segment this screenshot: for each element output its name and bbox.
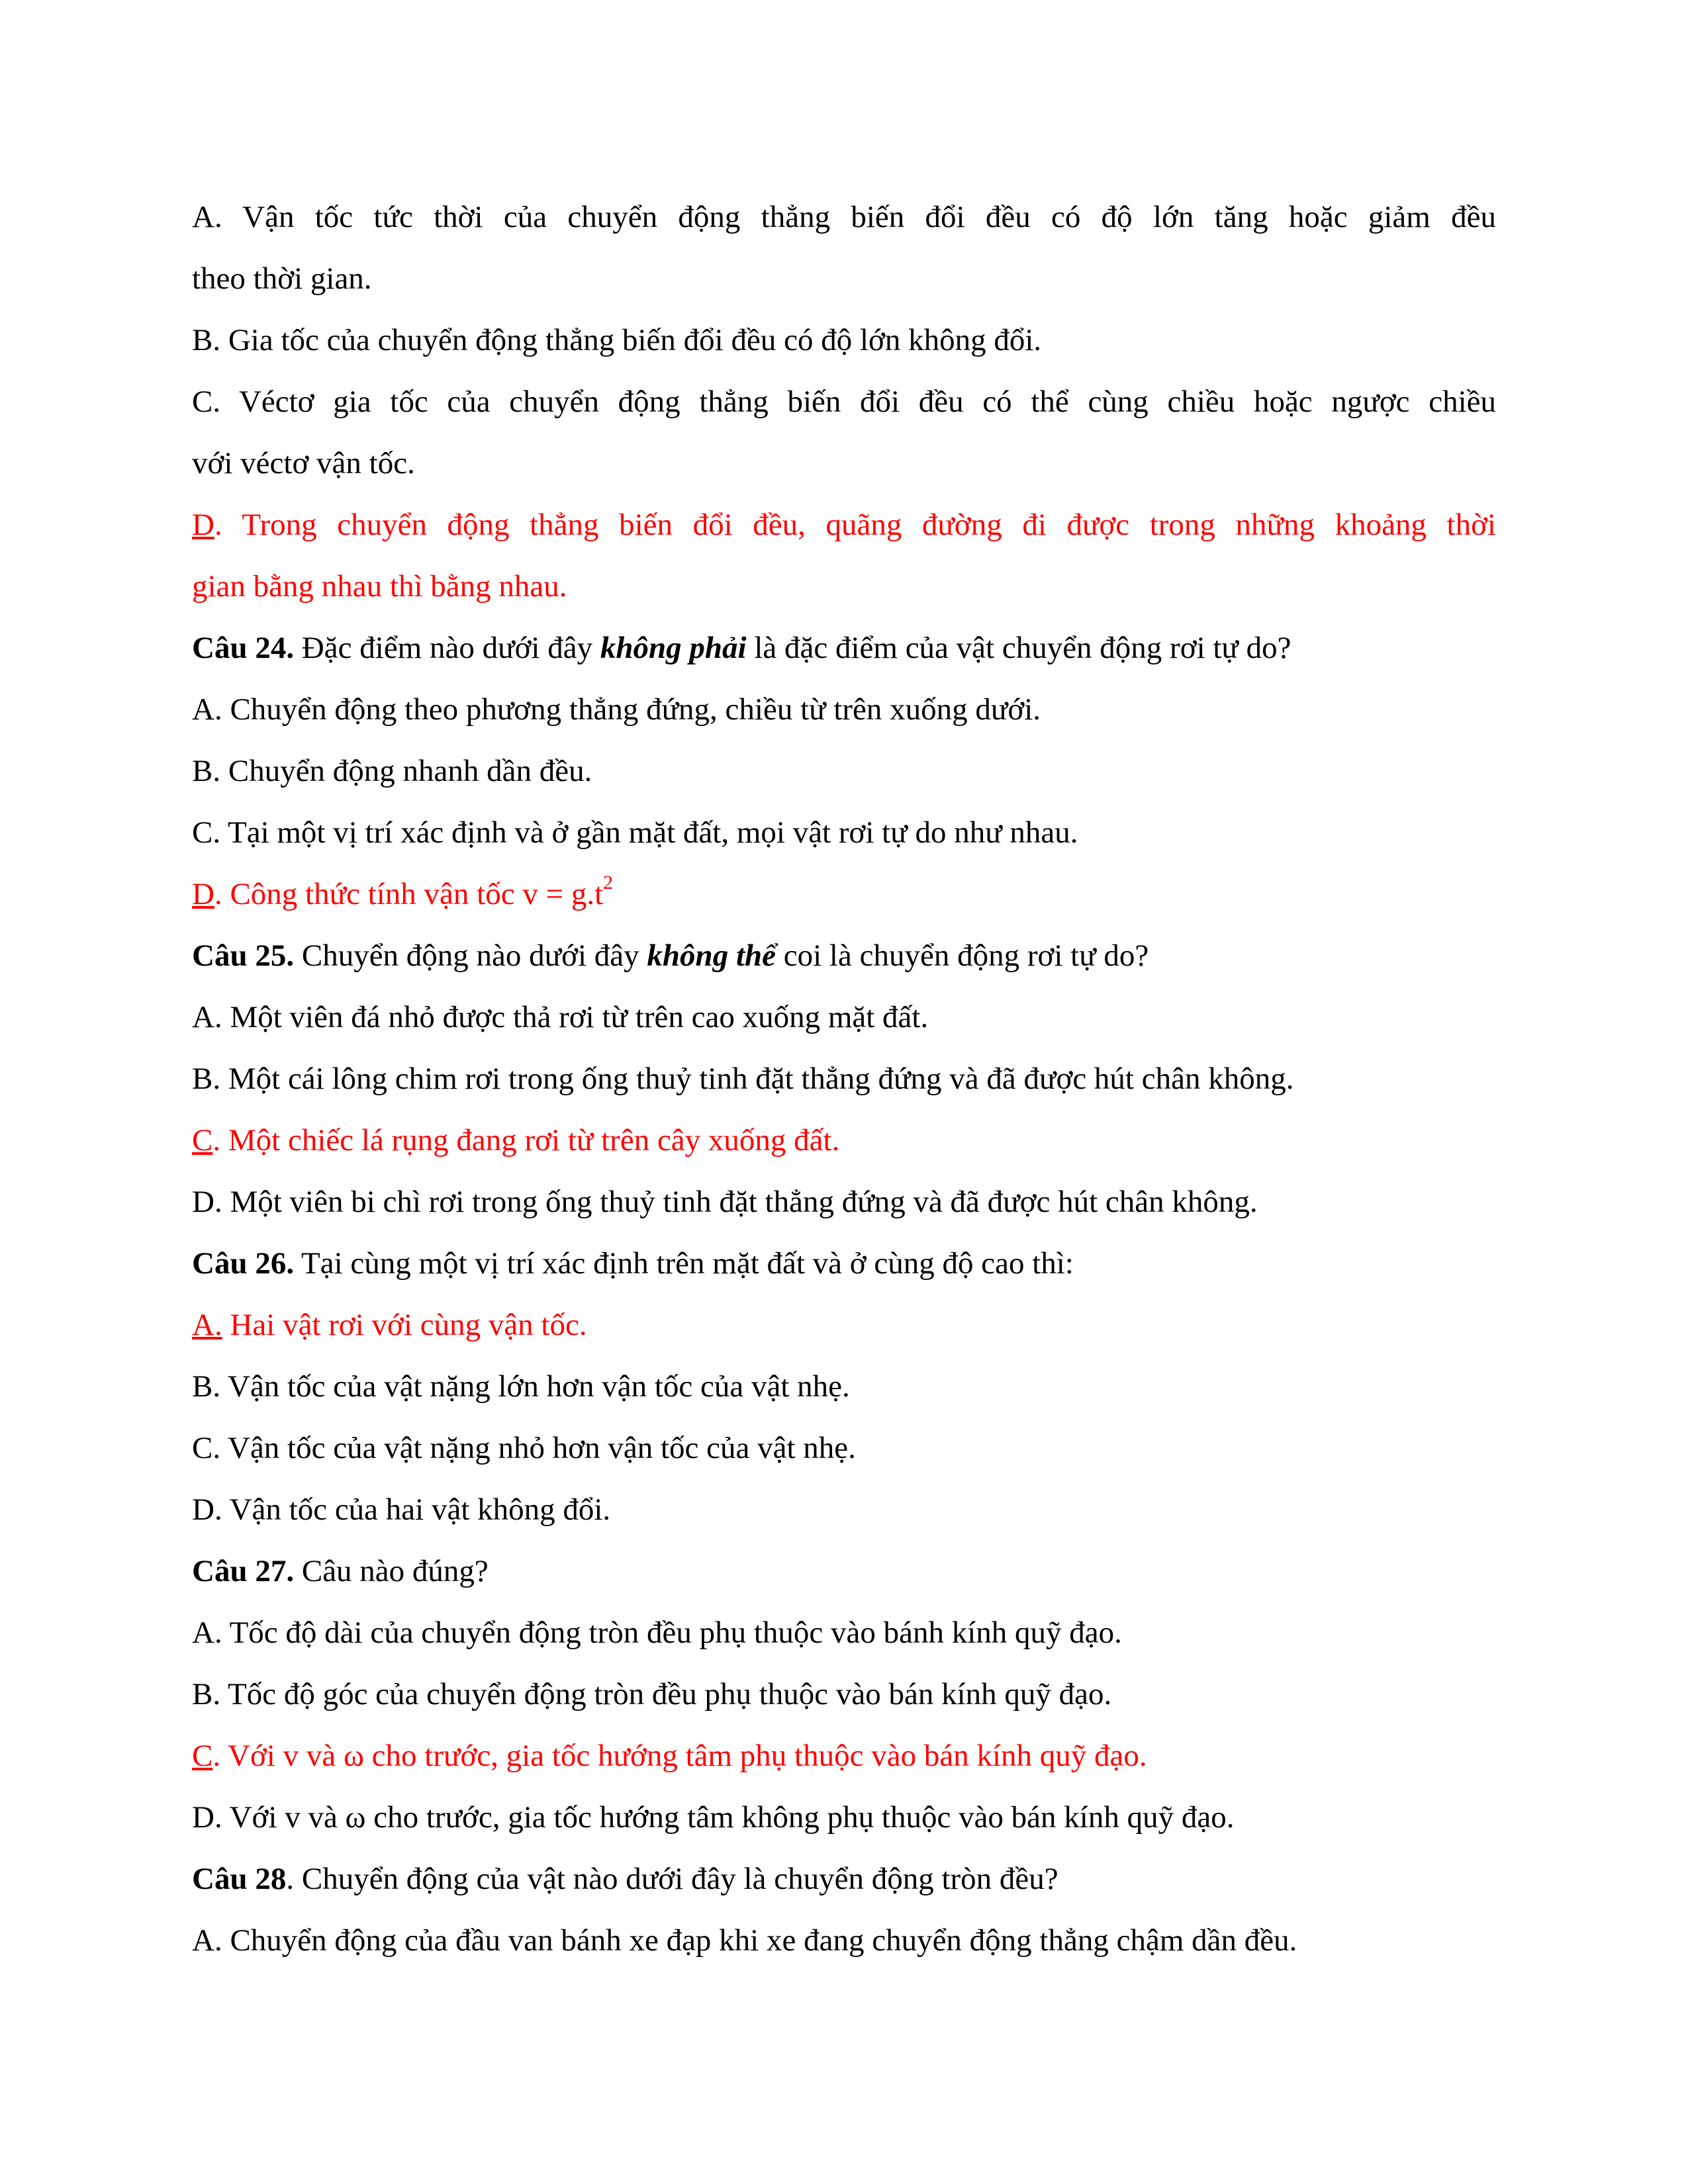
q25-option-b: B. Một cái lông chim rơi trong ống thuỷ tinh đặt thẳng đứng và đã được hút chân không. (192, 1062, 1294, 1096)
q25-stem-before: Chuyển động nào dưới đây (294, 938, 647, 973)
q26-number: Câu 26. (192, 1246, 295, 1281)
q23-option-a-line1 (192, 187, 1496, 248)
q24-option-b: B. Chuyển động nhanh dần đều. (192, 754, 592, 788)
q28-option-a: A. Chuyển động của đầu van bánh xe đạp khi xe đang chuyển động thẳng chậm dần đều. (192, 1923, 1297, 1958)
q25-number: Câu 25. (192, 938, 295, 973)
q25-stem (192, 925, 1496, 987)
q23-option-d-text: . Trong chuyển động thẳng biến đổi đều, quãng đường đi được trong những khoảng thời (214, 508, 1496, 542)
q25-option-c-letter: C (192, 1123, 213, 1158)
q26-option-a-letter: A. (192, 1308, 222, 1342)
q28-stem (192, 1848, 1496, 1910)
q26-option-a-text: Hai vật rơi với cùng vận tốc. (222, 1308, 587, 1342)
q23-option-b (192, 310, 1496, 371)
q26-stem (192, 1233, 1496, 1295)
q25-stem-after: coi là chuyển động rơi tự do? (776, 938, 1149, 973)
q27-option-c (192, 1725, 1496, 1787)
q27-stem (192, 1541, 1496, 1602)
q27-option-c-text: . Với v và ω cho trước, gia tốc hướng tâm phụ thuộc vào bán kính quỹ đạo. (212, 1739, 1147, 1773)
q24-option-a: A. Chuyển động theo phương thẳng đứng, chiều từ trên xuống dưới. (192, 692, 1041, 727)
q23-option-a-text: Vận tốc tức thời của chuyển động thẳng biến đổi đều có độ lớn tăng hoặc giảm đều (242, 200, 1496, 234)
q27-option-b: B. Tốc độ góc của chuyển động tròn đều phụ thuộc vào bán kính quỹ đạo. (192, 1677, 1112, 1711)
q24-option-d (192, 864, 1496, 925)
q24-option-d-letter: D (192, 877, 214, 911)
q23-option-a-label: A. (192, 200, 222, 234)
document-page (192, 187, 1496, 1972)
q24-number: Câu 24. (192, 631, 295, 665)
q24-option-d-superscript: 2 (603, 872, 614, 894)
q24-option-c: C. Tại một vị trí xác định và ở gần mặt đất, mọi vật rơi tự do như nhau. (192, 815, 1078, 850)
q26-option-a (192, 1295, 1496, 1356)
q23-option-c-line1 (192, 371, 1496, 433)
q23-option-d-letter: D (192, 508, 214, 542)
q25-option-d: D. Một viên bi chì rơi trong ống thuỷ tinh đặt thẳng đứng và đã được hút chân không. (192, 1185, 1258, 1219)
q23-option-d-line2: gian bằng nhau thì bằng nhau. (192, 569, 567, 604)
q24-stem-before: Đặc điểm nào dưới đây (294, 631, 600, 665)
q25-stem-emphasis: không thể (647, 938, 776, 973)
q26-option-d: D. Vận tốc của hai vật không đổi. (192, 1492, 611, 1527)
q28-stem-text: . Chuyển động của vật nào dưới đây là chuyển động tròn đều? (286, 1862, 1058, 1896)
q27-number: Câu 27. (192, 1554, 295, 1588)
q27-stem-text: Câu nào đúng? (294, 1554, 489, 1588)
q27-option-d: D. Với v và ω cho trước, gia tốc hướng tâm không phụ thuộc vào bán kính quỹ đạo. (192, 1800, 1235, 1835)
q23-option-a-line2: theo thời gian. (192, 261, 372, 296)
q25-option-c (192, 1110, 1496, 1171)
q23-option-c-text: Véctơ gia tốc của chuyển động thẳng biến đổi đều có thể cùng chiều hoặc ngược chiều (238, 385, 1496, 419)
q28-number: Câu 28 (192, 1862, 287, 1896)
q23-option-d-line1 (192, 494, 1496, 556)
q23-option-b-text: Gia tốc của chuyển động thẳng biến đổi đều có độ lớn không đổi. (228, 323, 1042, 357)
q26-stem-text: Tại cùng một vị trí xác định trên mặt đất và ở cùng độ cao thì: (294, 1246, 1074, 1281)
q24-stem (192, 617, 1496, 679)
q25-option-c-text: . Một chiếc lá rụng đang rơi từ trên cây xuống đất. (212, 1123, 840, 1158)
q23-option-b-label: B. (192, 323, 221, 357)
q26-option-c: C. Vận tốc của vật nặng nhỏ hơn vận tốc của vật nhẹ. (192, 1431, 856, 1465)
q25-option-a: A. Một viên đá nhỏ được thả rơi từ trên cao xuống mặt đất. (192, 1000, 929, 1034)
q24-option-d-text: . Công thức tính vận tốc v = g.t (214, 877, 604, 911)
q23-option-c-line2: với véctơ vận tốc. (192, 446, 415, 480)
q27-option-a: A. Tốc độ dài của chuyển động tròn đều phụ thuộc vào bánh kính quỹ đạo. (192, 1615, 1122, 1650)
q23-option-c-label: C. (192, 385, 221, 419)
q26-option-b: B. Vận tốc của vật nặng lớn hơn vận tốc của vật nhẹ. (192, 1369, 850, 1404)
q27-option-c-letter: C (192, 1739, 213, 1773)
q24-stem-after: là đặc điểm của vật chuyển động rơi tự do? (746, 631, 1291, 665)
q24-stem-emphasis: không phải (600, 631, 747, 665)
